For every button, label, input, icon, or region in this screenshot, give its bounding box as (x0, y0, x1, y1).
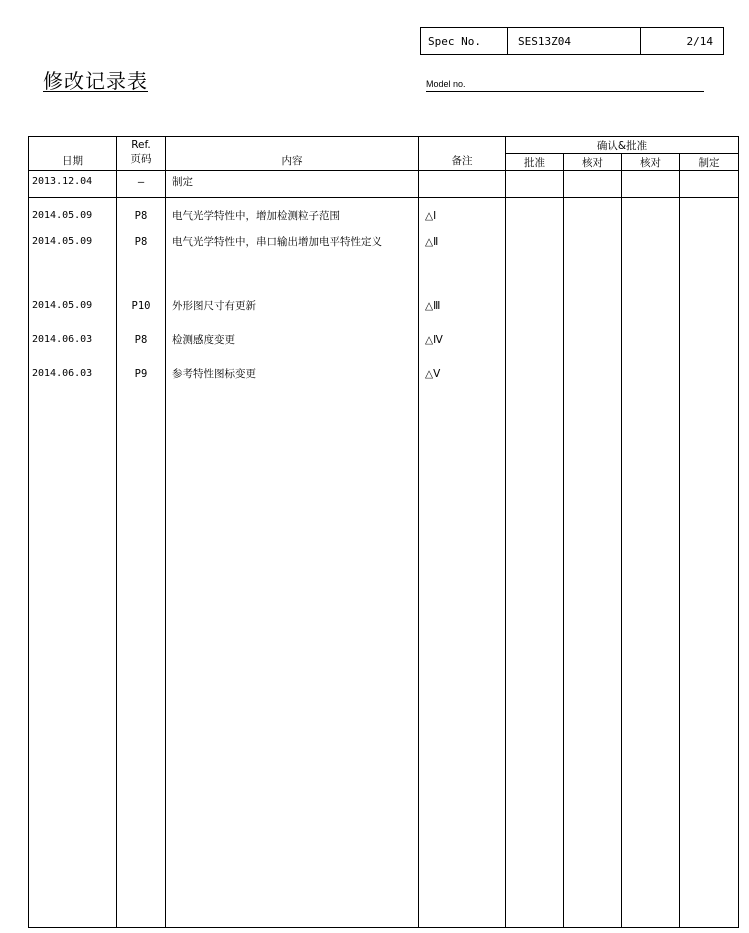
row-remark: △Ⅰ (419, 198, 506, 231)
row-remark: △Ⅴ (419, 363, 506, 397)
col-ref-header (117, 137, 166, 171)
row-content: 参考特性图标变更 (166, 363, 419, 397)
row-content: 电气光学特性中，串口输出增加电平特性定义 (166, 231, 419, 295)
col-content-header: 内容 (166, 137, 419, 171)
model-label: Model no. (426, 78, 704, 92)
revision-table (28, 136, 739, 928)
page-title: 修改记录表 (43, 69, 148, 93)
row-date: 2014.05.09 (29, 198, 117, 231)
row-date: 2013.12.04 (29, 171, 117, 198)
row-remark: △Ⅳ (419, 329, 506, 363)
row-content: 检测感度变更 (166, 329, 419, 363)
col-check2-sub: 核对 (622, 154, 680, 171)
col-date-header: 日期 (29, 137, 117, 171)
row-date: 2014.05.09 (29, 295, 117, 329)
spec-value: SES13Z04 (508, 28, 641, 54)
row-remark: △Ⅱ (419, 231, 506, 295)
table-row-empty (29, 397, 739, 928)
row-ref: P8 (117, 329, 166, 363)
col-make-sub: 制定 (680, 154, 739, 171)
row-date: 2014.06.03 (29, 329, 117, 363)
row-remark: △Ⅲ (419, 295, 506, 329)
table-row (29, 171, 739, 198)
col-approve-sub: 批准 (506, 154, 564, 171)
row-content: 制定 (166, 171, 419, 198)
row-content: 外形图尺寸有更新 (166, 295, 419, 329)
row-content: 电气光学特性中，增加检测粒子范围 (166, 198, 419, 231)
row-date: 2014.06.03 (29, 363, 117, 397)
table-row (29, 295, 739, 329)
table-row (29, 363, 739, 397)
col-remark-header: 备注 (419, 137, 506, 171)
row-date: 2014.05.09 (29, 231, 117, 295)
table-row (29, 198, 739, 231)
col-ref-top: Ref. (131, 139, 151, 151)
col-ref-bottom: 页码 (130, 153, 152, 165)
page-number: 2/14 (686, 34, 713, 48)
col-check1-sub: 核对 (564, 154, 622, 171)
row-remark (419, 171, 506, 198)
row-ref: P10 (117, 295, 166, 329)
col-approval-header: 确认&批准 (506, 137, 739, 154)
spec-label: Spec No. (421, 28, 508, 54)
table-row (29, 231, 739, 295)
row-ref: P8 (117, 231, 166, 295)
row-ref: P9 (117, 363, 166, 397)
spec-box (420, 27, 724, 55)
row-ref: — (117, 171, 166, 198)
row-ref: P8 (117, 198, 166, 231)
table-row (29, 329, 739, 363)
